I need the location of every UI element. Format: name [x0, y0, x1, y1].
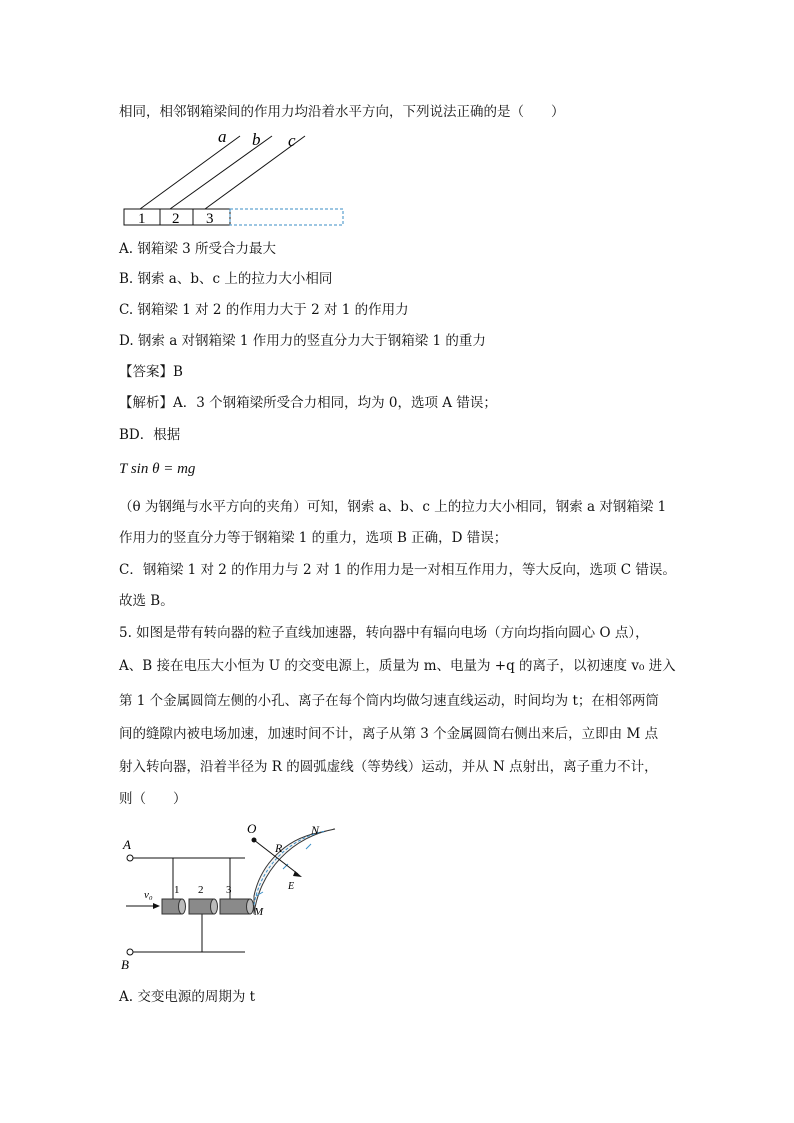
cable-a: [140, 136, 240, 209]
dashed-beam-extension: [230, 209, 343, 225]
label-v0: v₀: [144, 889, 153, 901]
label-E: E: [288, 881, 295, 892]
beam-1-label: 1: [138, 211, 146, 227]
q4-analysis-line4: 作用力的竖直分力等于钢箱梁 1 的重力，选项 B 正确，D 错误；: [119, 530, 508, 546]
bridge-beam-figure: [120, 128, 360, 228]
q5-stem-line3: 第 1 个金属圆筒左侧的小孔、离子在每个筒内均做匀速直线运动，时间均为 t；在相邻两筒: [119, 693, 659, 709]
q4-analysis-line3: （θ 为钢绳与水平方向的夹角）可知，钢索 a、b、c 上的拉力大小相同，钢索 a 对钢箱梁 1: [119, 499, 667, 515]
beam-2-label: 2: [172, 211, 180, 227]
label-b: b: [252, 130, 261, 149]
q4-analysis-bd: BD．根据: [119, 427, 181, 443]
q5-option-a: A. 交变电源的周期为 t: [119, 989, 256, 1005]
q5-stem-line5: 射入转向器，沿着半径为 R 的圆弧虚线（等势线）运动，并从 N 点射出，离子重力不计，: [119, 759, 658, 775]
q4-option-d: D. 钢索 a 对钢箱梁 1 作用力的竖直分力大于钢箱梁 1 的重力: [119, 333, 486, 349]
tube-2-label: 2: [198, 884, 204, 896]
tube-3: [220, 899, 250, 914]
accelerator-figure: [118, 822, 358, 972]
terminal-a: [127, 855, 133, 861]
label-c: c: [288, 131, 296, 150]
tube-3-label: 3: [226, 884, 232, 896]
q5-stem-line2: A、B 接在电压大小恒为 U 的交变电源上，质量为 m、电量为 +q 的离子，以初速度 v₀ 进入: [119, 658, 676, 674]
label-B: B: [121, 957, 129, 972]
q4-option-b: B. 钢索 a、b、c 上的拉力大小相同: [119, 271, 333, 287]
label-M: M: [254, 906, 264, 918]
label-R: R: [275, 841, 283, 855]
label-A: A: [123, 837, 131, 852]
terminal-b: [127, 949, 133, 955]
q4-equation: T sin θ = mg: [119, 461, 196, 477]
q4-conclusion: 故选 B。: [119, 593, 174, 609]
q5-stem-line1: 5. 如图是带有转向器的粒子直线加速器，转向器中有辐向电场（方向均指向圆心 O 点），: [119, 625, 649, 641]
q4-option-c: C. 钢箱梁 1 对 2 的作用力大于 2 对 1 的作用力: [119, 302, 409, 318]
q5-stem-line4: 间的缝隙内被电场加速，加速时间不计，离子从第 3 个金属圆筒右侧出来后，立即由 M 点: [119, 726, 659, 742]
q5-stem-line6: 则（ ）: [119, 791, 187, 807]
label-a: a: [218, 127, 227, 146]
q4-option-a: A. 钢箱梁 3 所受合力最大: [119, 241, 277, 257]
q4-analysis-a: 【解析】A．3 个钢箱梁所受合力相同，均为 0，选项 A 错误；: [119, 395, 497, 411]
q4-stem-tail: 相同，相邻钢箱梁间的作用力均沿着水平方向，下列说法正确的是（ ）: [119, 104, 565, 120]
label-O: O: [247, 821, 257, 836]
tube-1-label: 1: [174, 884, 180, 896]
q4-analysis-c: C．钢箱梁 1 对 2 的作用力与 2 对 1 的作用力是一对相互作用力，等大反向，选项 C 错误。: [119, 562, 676, 578]
beam-3-label: 3: [206, 211, 214, 227]
q4-answer: 【答案】B: [119, 364, 183, 380]
label-N: N: [311, 823, 320, 837]
